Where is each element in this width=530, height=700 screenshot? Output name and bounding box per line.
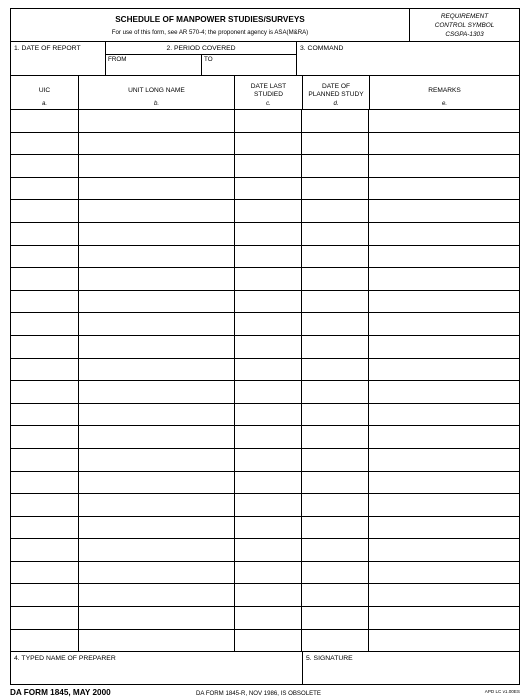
unit-long-name-cell[interactable] [78,200,234,223]
table-row [11,426,520,449]
uic-cell[interactable] [11,358,79,381]
unit-long-name-cell[interactable] [78,561,234,584]
obsolete-note: DA FORM 1845-R, NOV 1986, IS OBSOLETE [196,690,321,697]
date-planned-study-cell[interactable] [302,290,369,313]
date-planned-study-cell[interactable] [302,539,369,562]
remarks-cell[interactable] [369,200,520,223]
uic-cell[interactable] [11,381,79,404]
unit-long-name-cell[interactable] [78,607,234,630]
remarks-cell[interactable] [369,403,520,426]
remarks-cell[interactable] [369,471,520,494]
col-remarks-label: REMARKS [428,87,461,94]
date-planned-study-cell[interactable] [302,358,369,381]
remarks-cell[interactable] [369,584,520,607]
date-last-studied-cell[interactable] [234,381,302,404]
col-remarks-letter: e. [441,100,448,107]
table-row [11,200,520,223]
remarks-cell[interactable] [369,245,520,268]
unit-long-name-cell[interactable] [78,132,234,155]
date-last-studied-cell[interactable] [234,494,302,517]
date-planned-study-cell[interactable] [302,155,369,178]
col-dls-letter: c. [266,100,271,107]
col-unit-letter: b. [153,100,160,107]
uic-cell[interactable] [11,177,79,200]
unit-long-name-cell[interactable] [78,584,234,607]
date-planned-study-cell[interactable] [302,200,369,223]
date-last-studied-cell[interactable] [234,245,302,268]
table-row [11,245,520,268]
date-last-studied-cell[interactable] [234,471,302,494]
date-last-studied-cell[interactable] [234,132,302,155]
uic-cell[interactable] [11,516,79,539]
remarks-cell[interactable] [369,358,520,381]
date-last-studied-cell[interactable] [234,539,302,562]
table-row [11,268,520,291]
uic-cell[interactable] [11,268,79,291]
col-unit-label: UNIT LONG NAME [128,87,185,94]
entry-table [10,109,520,652]
version-tag: APD LC v1.00ES [484,689,520,694]
period-covered-field [105,41,297,76]
remarks-cell[interactable] [369,222,520,245]
unit-long-name-cell[interactable] [78,403,234,426]
date-last-studied-cell[interactable] [234,200,302,223]
rcs-block [409,8,520,42]
date-planned-study-cell[interactable] [302,268,369,291]
uic-cell[interactable] [11,494,79,517]
table-row [11,471,520,494]
title-block [10,8,410,42]
date-planned-study-cell[interactable] [302,607,369,630]
table-row [11,155,520,178]
form-title: SCHEDULE OF MANPOWER STUDIES/SURVEYS [115,15,305,24]
unit-long-name-cell[interactable] [78,155,234,178]
date-last-studied-cell[interactable] [234,516,302,539]
date-last-studied-cell[interactable] [234,335,302,358]
col-header-uic [10,75,79,110]
date-planned-study-cell[interactable] [302,584,369,607]
unit-long-name-cell[interactable] [78,290,234,313]
col-uic-label: UIC [38,87,51,94]
col-header-date-planned-study [302,75,370,110]
date-last-studied-cell[interactable] [234,268,302,291]
remarks-cell[interactable] [369,132,520,155]
date-planned-study-cell[interactable] [302,471,369,494]
uic-cell[interactable] [11,403,79,426]
form-subtitle: For use of this form, see AR 570-4; the proponent agency is ASA(M&RA) [111,29,309,36]
column-header-row [10,75,520,110]
date-planned-study-cell[interactable] [302,629,369,652]
date-last-studied-cell[interactable] [234,403,302,426]
date-planned-study-cell[interactable] [302,448,369,471]
date-last-studied-cell[interactable] [234,155,302,178]
col-header-remarks [369,75,520,110]
remarks-cell[interactable] [369,381,520,404]
remarks-cell[interactable] [369,313,520,336]
date-planned-study-cell[interactable] [302,561,369,584]
date-planned-study-cell[interactable] [302,245,369,268]
table-row [11,290,520,313]
date-planned-study-cell[interactable] [302,132,369,155]
signature-field[interactable] [302,651,520,685]
uic-cell[interactable] [11,448,79,471]
date-last-studied-cell[interactable] [234,426,302,449]
preparer-label: 4. TYPED NAME OF PREPARER [14,655,116,662]
unit-long-name-cell[interactable] [78,426,234,449]
remarks-cell[interactable] [369,335,520,358]
remarks-cell[interactable] [369,110,520,133]
date-planned-study-cell[interactable] [302,426,369,449]
date-of-report-label: 1. DATE OF REPORT [14,45,81,52]
date-planned-study-cell[interactable] [302,177,369,200]
date-planned-study-cell[interactable] [302,335,369,358]
entry-grid [10,109,520,653]
from-label: FROM [108,56,127,63]
uic-cell[interactable] [11,222,79,245]
date-planned-study-cell[interactable] [302,516,369,539]
date-last-studied-cell[interactable] [234,561,302,584]
unit-long-name-cell[interactable] [78,335,234,358]
command-field[interactable] [296,41,520,76]
date-last-studied-cell[interactable] [234,629,302,652]
signature-label: 5. SIGNATURE [306,655,353,662]
unit-long-name-cell[interactable] [78,268,234,291]
unit-long-name-cell[interactable] [78,358,234,381]
rcs-line2: CONTROL SYMBOL [434,22,495,29]
table-row [11,584,520,607]
table-row [11,516,520,539]
date-last-studied-cell[interactable] [234,607,302,630]
uic-cell[interactable] [11,290,79,313]
unit-long-name-cell[interactable] [78,629,234,652]
remarks-cell[interactable] [369,177,520,200]
table-row [11,335,520,358]
uic-cell[interactable] [11,335,79,358]
remarks-cell[interactable] [369,290,520,313]
date-planned-study-cell[interactable] [302,494,369,517]
table-row [11,448,520,471]
table-row [11,494,520,517]
uic-cell[interactable] [11,539,79,562]
date-last-studied-cell[interactable] [234,358,302,381]
uic-cell[interactable] [11,426,79,449]
table-row [11,132,520,155]
col-dps-letter: d. [333,100,339,107]
remarks-cell[interactable] [369,516,520,539]
remarks-cell[interactable] [369,426,520,449]
remarks-cell[interactable] [369,448,520,471]
unit-long-name-cell[interactable] [78,539,234,562]
remarks-cell[interactable] [369,629,520,652]
remarks-cell[interactable] [369,155,520,178]
unit-long-name-cell[interactable] [78,494,234,517]
table-row [11,629,520,652]
col-header-unit-long-name [78,75,235,110]
uic-cell[interactable] [11,471,79,494]
uic-cell[interactable] [11,200,79,223]
table-row [11,177,520,200]
table-row [11,358,520,381]
unit-long-name-cell[interactable] [78,313,234,336]
uic-cell[interactable] [11,155,79,178]
to-field[interactable] [202,55,296,76]
remarks-cell[interactable] [369,539,520,562]
date-last-studied-cell[interactable] [234,584,302,607]
col-dls-line1: DATE LAST [250,83,287,90]
table-row [11,110,520,133]
table-row [11,607,520,630]
date-last-studied-cell[interactable] [234,222,302,245]
uic-cell[interactable] [11,245,79,268]
unit-long-name-cell[interactable] [78,471,234,494]
rcs-line1: REQUIREMENT [440,13,489,20]
table-row [11,381,520,404]
uic-cell[interactable] [11,132,79,155]
unit-long-name-cell[interactable] [78,177,234,200]
table-row [11,222,520,245]
col-dps-line1: DATE OF [321,83,351,90]
col-dps-line2: PLANNED STUDY [308,91,364,98]
unit-long-name-cell[interactable] [78,245,234,268]
unit-long-name-cell[interactable] [78,448,234,471]
uic-cell[interactable] [11,584,79,607]
date-planned-study-cell[interactable] [302,110,369,133]
unit-long-name-cell[interactable] [78,110,234,133]
table-row [11,539,520,562]
col-header-date-last-studied [234,75,303,110]
remarks-cell[interactable] [369,268,520,291]
date-planned-study-cell[interactable] [302,313,369,336]
uic-cell[interactable] [11,629,79,652]
uic-cell[interactable] [11,607,79,630]
to-label: TO [204,56,213,63]
date-last-studied-cell[interactable] [234,313,302,336]
period-covered-label: 2. PERIOD COVERED [166,45,236,52]
date-last-studied-cell[interactable] [234,448,302,471]
preparer-field[interactable] [10,651,303,685]
uic-cell[interactable] [11,561,79,584]
date-of-report-field[interactable] [10,41,106,76]
table-row [11,561,520,584]
command-label: 3. COMMAND [300,45,344,52]
table-row [11,403,520,426]
remarks-cell[interactable] [369,607,520,630]
date-planned-study-cell[interactable] [302,403,369,426]
date-last-studied-cell[interactable] [234,177,302,200]
col-dls-line2: STUDIED [254,91,283,98]
uic-cell[interactable] [11,110,79,133]
from-field[interactable] [106,55,201,76]
remarks-cell[interactable] [369,561,520,584]
table-row [11,313,520,336]
remarks-cell[interactable] [369,494,520,517]
date-planned-study-cell[interactable] [302,381,369,404]
form-number: DA FORM 1845, MAY 2000 [10,688,111,697]
uic-cell[interactable] [11,313,79,336]
unit-long-name-cell[interactable] [78,516,234,539]
unit-long-name-cell[interactable] [78,381,234,404]
unit-long-name-cell[interactable] [78,222,234,245]
col-uic-letter: a. [41,100,48,107]
rcs-line3: CSGPA-1303 [445,31,484,38]
date-last-studied-cell[interactable] [234,110,302,133]
date-planned-study-cell[interactable] [302,222,369,245]
date-last-studied-cell[interactable] [234,290,302,313]
